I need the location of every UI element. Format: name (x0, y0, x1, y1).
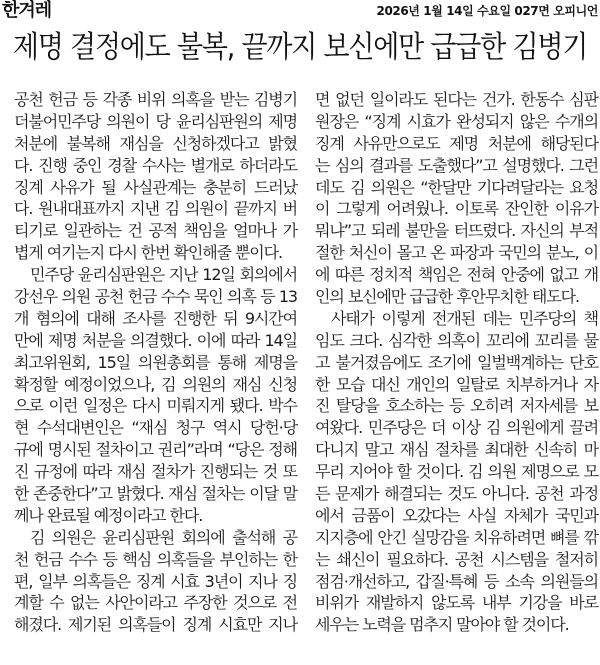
article-text-line: 티기로 일관하는 건 공적 책임을 얼마나 가 (14, 221, 297, 241)
article-text-line: 비위가 재발하지 않도록 내부 기강을 바로 (315, 593, 598, 613)
article-text-line: 절한 처신이 몰고 온 파장과 국민의 분노, 이 (315, 243, 598, 263)
article-text-line: 진 탈당을 호소하는 등 오히려 저자세를 보 (315, 396, 598, 416)
article-text-line: 데도 김 의원은 “한달만 기다려달라는 요청 (315, 177, 598, 197)
article-text-line: 이 그렇게 어려웠나. 이토록 잔인한 이유가 (315, 199, 598, 219)
article-text-line: 점검·개선하고, 갑질·특혜 등 소속 의원들의 (315, 571, 598, 591)
article-text-line: 든 문제가 해결되는 것도 아니다. 공천 과정 (315, 484, 598, 504)
article-text-line: 다. 원내대표까지 지낸 김 의원이 끝까지 버 (14, 199, 297, 219)
masthead (0, 0, 600, 24)
article-column-left (14, 89, 297, 636)
article-text-line: 확정할 예정이었으나, 김 의원의 재심 신청 (14, 374, 297, 394)
article-text-line: 해졌다. 제기된 의혹들이 징계 시효만 지나 (14, 615, 297, 635)
article-text-line: 규에 명시된 절차이고 권리”라며 “당은 정해 (14, 440, 297, 460)
article-text-line: 만에 제명 처분을 의결했다. 이에 따라 14일 (14, 330, 297, 350)
article-text-line: 뭐냐”고 되레 불만을 터뜨렸다. 자신의 부적 (315, 221, 598, 241)
article-text-line: 는 심의 결과를 도출했다”고 설명했다. 그런 (315, 155, 598, 175)
article-text-line: 진 규정에 따라 재심 절차가 진행되는 것 또 (14, 462, 297, 482)
article-text-line: 임도 크다. 심각한 의혹이 꼬리에 꼬리를 물 (315, 330, 598, 350)
article-text-line: 천 헌금 수수 등 핵심 의혹들을 부인하는 한 (14, 549, 297, 569)
article-text-line: 김 의원은 윤리심판원 회의에 출석해 공 (30, 527, 297, 547)
article-text-line: 처분에 불복해 재심을 신청하겠다고 밝혔 (14, 133, 297, 153)
article-text-line: 는 쇄신이 필요하다. 공천 시스템을 철저히 (315, 549, 598, 569)
article-text-line: 에 따른 정치적 책임은 전혀 안중에 없고 개 (315, 265, 598, 285)
article-text-line: 여왔다. 민주당은 더 이상 김 의원에게 끌려 (315, 418, 598, 438)
article-text-line: 현 수석대변인은 “재심 청구 역시 당헌·당 (14, 418, 297, 438)
article-text-line: 민주당 윤리심판원은 지난 12일 회의에서 (30, 265, 297, 285)
article-text-line: 지지층에 안긴 실망감을 치유하려면 뼈를 깎 (315, 527, 598, 547)
article-text-line: 공천 헌금 등 각종 비위 의혹을 받는 김병기 (14, 90, 297, 109)
article-text-line: 다니지 말고 재심 절차를 최대한 신속히 마 (315, 440, 598, 460)
article-text-line: 사태가 이렇게 전개된 데는 민주당의 책 (331, 308, 598, 328)
article-text-line: 개 혐의에 대해 조사를 진행한 뒤 9시간여 (14, 308, 297, 328)
newspaper-logo: 한겨레 (2, 0, 52, 21)
article-text-line: 면 없던 일이라도 된다는 건가. 한동수 심판 (315, 90, 598, 109)
article-text-line: 징계 사유만으로도 제명 처분에 해당된다 (315, 133, 598, 153)
article-text-line: 더불어민주당 의원이 당 윤리심판원의 제명 (14, 111, 297, 131)
article-text-line: 무리 지어야 할 것이다. 김 의원 제명으로 모 (315, 462, 598, 482)
dateline: 2026년 1월 14일 수요일 027면 오피니언 (376, 4, 598, 18)
article-text-line: 원장은 “징계 시효가 완성되지 않은 수개의 (315, 111, 598, 131)
article-text-line: 세우는 노력을 멈추지 말아야 할 것이다. (315, 615, 569, 635)
article-text-line: 한 존중한다”고 밝혔다. 재심 절차는 이달 말 (14, 484, 297, 504)
article-text-line: 다. 진행 중인 경찰 수사는 별개로 하더라도 (14, 155, 297, 175)
article-text-line: 한 모습 대신 개인의 일탈로 치부하거나 자 (315, 374, 598, 394)
article-text-line: 볍게 여기는지 다시 한번 확인해줄 뿐이다. (14, 243, 282, 263)
article-text-line: 에서 금품이 오갔다는 사실 자체가 국민과 (315, 505, 598, 525)
article-column-right (315, 89, 598, 636)
article-text-line: 께나 완료될 예정이라고 한다. (14, 505, 203, 525)
article-text-line: 계할 수 없는 사안이라고 주장한 것으로 전 (14, 593, 297, 613)
article-text-line: 징계 사유가 될 사실관계는 충분히 드러났 (14, 177, 297, 197)
article-text-line: 강선우 의원 공천 헌금 수수 묵인 의혹 등 13 (14, 287, 297, 307)
article-text-line: 으로 이런 일정은 다시 미뤄지게 됐다. 박수 (14, 396, 297, 416)
article-text-line: 편, 일부 의혹들은 징계 시효 3년이 지나 징 (14, 571, 297, 591)
article-text-line: 인의 보신에만 급급한 후안무치한 태도다. (315, 287, 579, 307)
article-text-line: 고 불거졌음에도 조기에 일벌백계하는 단호 (315, 352, 598, 372)
article-text-line: 최고위원회, 15일 의원총회를 통해 제명을 (14, 352, 297, 372)
article-headline: 제명 결정에도 불복, 끝까지 보신에만 급급한 김병기 (12, 30, 588, 66)
